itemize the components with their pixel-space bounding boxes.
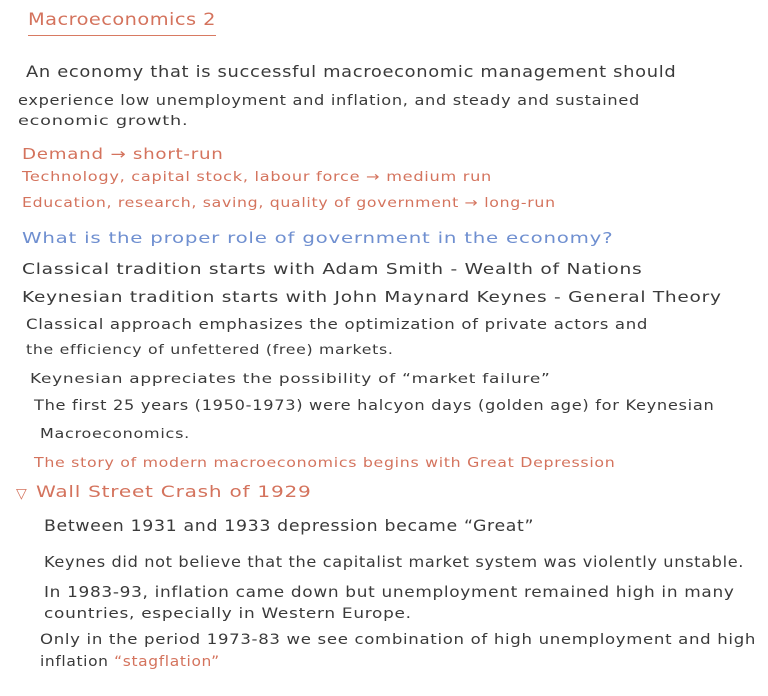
stagflation-inflation-word: inflation [40, 654, 115, 670]
triangle-bullet-icon: ▽ [16, 486, 27, 502]
intro-line-1: An economy that is successful macroeconomic management should [26, 62, 677, 81]
run-medium: Technology, capital stock, labour force → medium run [22, 169, 493, 185]
page-title: Macroeconomics 2 [28, 10, 216, 30]
golden-age: The first 25 years (1950-1973) were halcyon days (golden age) for Keynesian [34, 398, 715, 414]
stagflation-line-2 [40, 655, 220, 670]
depression-great: Between 1931 and 1933 depression became “Great” [44, 516, 535, 535]
stagflation-line-1: Only in the period 1973-83 we see combination of high unemployment and high [40, 632, 757, 648]
run-long: Education, research, saving, quality of government → long-run [22, 195, 556, 211]
question-line: What is the proper role of government in the economy? [22, 229, 614, 247]
run-short: Demand → short-run [22, 145, 224, 163]
title-underline [28, 35, 216, 36]
golden-age-cont: Macroeconomics. [40, 427, 190, 442]
efficiency-markets: the efficiency of unfettered (free) markets. [26, 342, 394, 358]
keynes-unstable: Keynes did not believe that the capitalist market system was violently unstable. [44, 553, 745, 571]
tradition-keynesian: Keynesian tradition starts with John Maynard Keynes - General Theory [22, 288, 722, 306]
eighties-line-2: countries, especially in Western Europe. [44, 606, 412, 622]
tradition-classical: Classical tradition starts with Adam Smith - Wealth of Nations [22, 260, 643, 278]
classical-approach: Classical approach emphasizes the optimization of private actors and [26, 317, 649, 333]
eighties-line-1: In 1983-93, inflation came down but unemployment remained high in many [44, 583, 735, 601]
story-line: The story of modern macroeconomics begins with Great Depression [34, 455, 616, 471]
crash-heading: Wall Street Crash of 1929 [36, 482, 312, 501]
market-failure: Keynesian appreciates the possibility of “market failure” [30, 371, 551, 387]
stagflation-term: “stagflation” [114, 654, 220, 670]
intro-line-2: experience low unemployment and inflation, and steady and sustained [18, 93, 640, 109]
intro-line-3: economic growth. [18, 113, 189, 129]
